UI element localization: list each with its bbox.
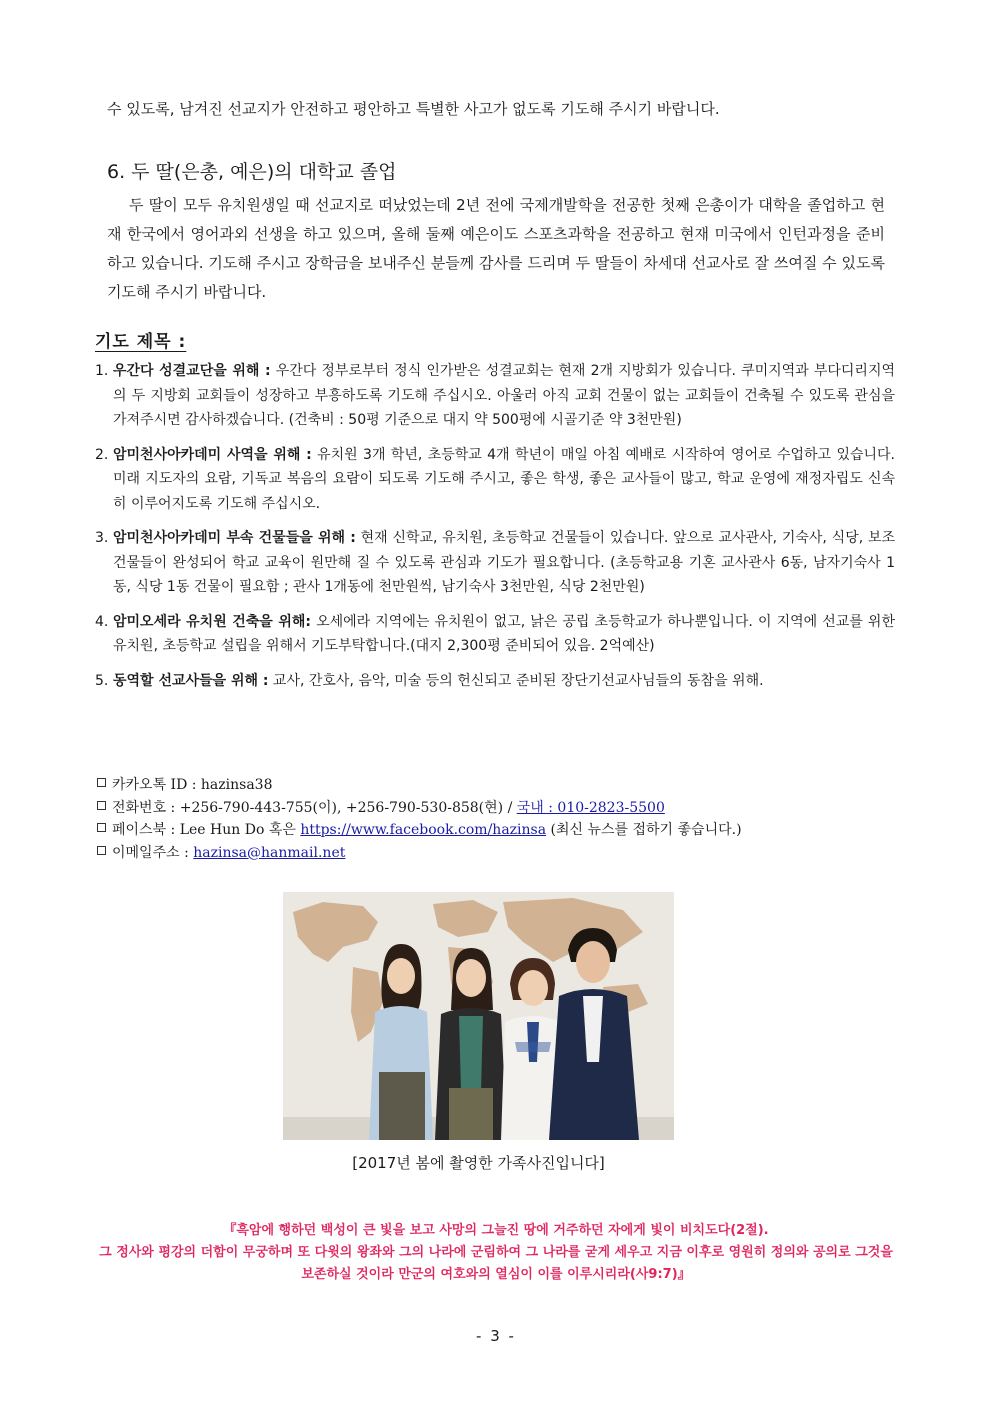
section-heading: 6. 두 딸(은총, 예은)의 대학교 졸업 [107, 161, 397, 183]
prayer-item-heading: 동역할 선교사들을 위해 : [113, 672, 269, 689]
bullet-square-icon [97, 801, 106, 810]
prayer-list [95, 359, 895, 703]
bullet-square-icon [97, 778, 106, 787]
prayer-item [95, 526, 895, 600]
facebook-note: (최신 뉴스를 접하기 좋습니다.) [546, 822, 742, 838]
contact-email [97, 842, 897, 865]
bullet-square-icon [97, 823, 106, 832]
prayer-item [95, 610, 895, 659]
contact-phone [97, 797, 897, 820]
prayer-item [95, 443, 895, 517]
prayer-item [95, 669, 895, 694]
scripture-verse [60, 1220, 932, 1286]
email-label: 이메일주소 : [112, 844, 194, 861]
prayer-item [95, 359, 895, 433]
intro-paragraph: 수 있도록, 남겨진 선교지가 안전하고 평안하고 특별한 사고가 없도록 기도해 주시기 바랍니다. [107, 100, 720, 118]
contact-facebook [97, 819, 897, 842]
prayer-item-heading: 암미오세라 유치원 건축을 위해: [113, 613, 311, 630]
page-number: - 3 - [476, 1327, 516, 1345]
kakao-label: 카카오톡 ID : hazinsa38 [112, 777, 273, 793]
bullet-square-icon [97, 846, 106, 855]
phone-label: 전화번호 : +256-790-443-755(이), +256-790-530-858(현) / [112, 799, 517, 816]
family-photo-image [283, 892, 674, 1140]
prayer-item-heading: 암미천사아카데미 부속 건물들을 위해 : [113, 530, 356, 546]
prayer-item-number: 3. [95, 530, 109, 546]
photo-caption: [2017년 봄에 촬영한 가족사진입니다] [352, 1154, 605, 1172]
prayer-item-text: 현재 신학교, 유치원, 초등학교 건물들이 있습니다. 앞으로 교사관사, 기숙사, 식당, 보조건물들이 완성되어 학교 교육이 원만해 질 수 있도록 관심과 기도가 필요합니다. (초등학교용 기혼 교사관사 6동, 남자기숙사 1동, 식당 1동 건물이 필요함 ; 관사 1개동에 천만원씩, 남기숙사 3천만원, 식당 2천만원) [113, 530, 895, 595]
prayer-item-text: 오세에라 지역에는 유치원이 없고, 낡은 공립 초등학교가 하나뿐입니다. 이 지역에 선교를 위한 유치원, 초등학교 설립을 위해서 기도부탁합니다.(대지 2,300평 준비되어 있음. 2억예산) [113, 613, 895, 654]
prayer-item-text: 유치원 3개 학년, 초등학교 4개 학년이 매일 아침 예배로 시작하여 영어로 수업하고 있습니다. 미래 지도자의 요람, 기독교 복음의 요람이 되도록 기도해 주시고, 좋은 학생, 좋은 교사들이 많고, 학교 운영에 재정자립도 신속히 이루어지도록 기도해 주십시오. [113, 446, 895, 512]
email-link[interactable]: hazinsa@hanmail.net [193, 844, 346, 861]
prayer-item-number: 5. [95, 672, 109, 689]
contact-kakao [97, 774, 897, 797]
phone-domestic-link[interactable]: 국내 : 010-2823-5500 [516, 799, 665, 816]
prayer-item-heading: 암미천사아카데미 사역을 위해 : [113, 446, 312, 463]
section-body: 두 딸이 모두 유치원생일 때 선교지로 떠났었는데 2년 전에 국제개발학을 전공한 첫째 은총이가 대학을 졸업하고 현재 한국에서 영어과외 선생을 하고 있으며, 올해 둘째 예은이도 스포츠과학을 전공하고 현재 미국에서 인턴과정을 준비하고 있습니다. 기도해 주시고 장학금을 보내주신 분들께 감사를 드리며 두 딸들이 차세대 선교사로 잘 쓰여질 수 있도록 기도해 주시기 바랍니다. [107, 196, 885, 301]
prayer-item-number: 1. [95, 363, 109, 379]
contact-info [97, 774, 897, 864]
verse-line: 『흑암에 행하던 백성이 큰 빛을 보고 사망의 그늘진 땅에 거주하던 자에게 빛이 비치도다(2절). [223, 1223, 769, 1238]
prayer-item-number: 4. [95, 613, 109, 630]
prayer-item-heading: 우간다 성결교단을 위해 : [113, 363, 271, 379]
verse-line: 그 정사와 평강의 더함이 무궁하며 또 다윗의 왕좌와 그의 나라에 군림하여 그 나라를 굳게 세우고 지금 이후로 영원히 정의와 공의로 그것을 [99, 1245, 893, 1260]
family-photo [283, 892, 674, 1140]
facebook-label: 페이스북 : Lee Hun Do 혹은 [112, 822, 301, 838]
prayer-item-text: 우간다 정부로부터 정식 인가받은 성결교회는 현재 2개 지방회가 있습니다. 쿠미지역과 부다디리지역의 두 지방회 교회들이 성장하고 부흥하도록 기도해 주십시오. 아울러 아직 교회 건물이 없는 교회들이 건축될 수 있도록 관심을 가져주시면 감사하겠습니다. (건축비 : 50평 기준으로 대지 약 500평에 시골기준 약 3천만원) [113, 363, 895, 428]
verse-line: 보존하실 것이라 만군의 여호와의 열심이 이를 이루시리라(사9:7)』 [301, 1267, 691, 1282]
prayer-item-text: 교사, 간호사, 음악, 미술 등의 헌신되고 준비된 장단기선교사님들의 동참을 위해. [268, 672, 764, 689]
prayer-title: 기도 제목 : [95, 332, 187, 352]
prayer-item-number: 2. [95, 446, 109, 463]
facebook-link[interactable]: https://www.facebook.com/hazinsa [300, 822, 547, 838]
